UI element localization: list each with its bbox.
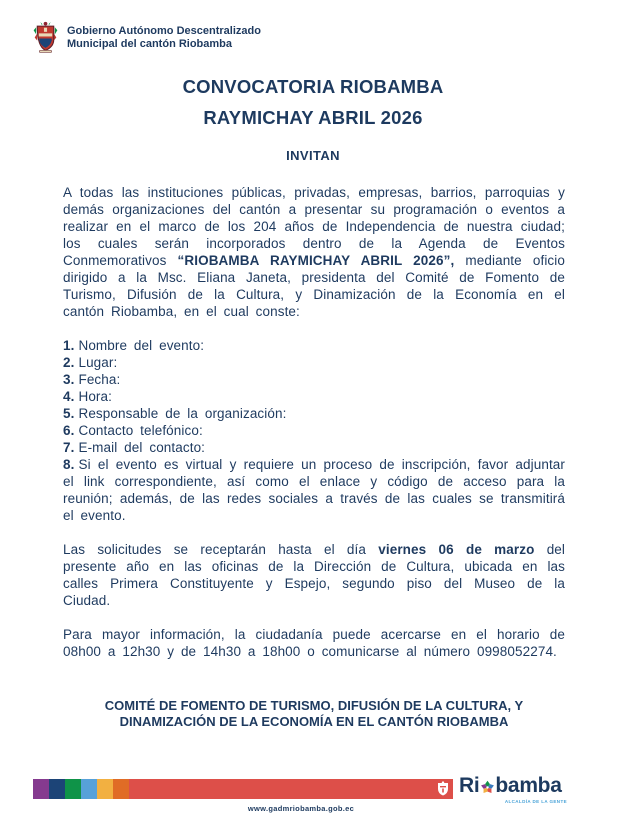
list-item-number: 5. (63, 406, 75, 421)
list-item-text: Responsable de la organización: (78, 406, 287, 421)
paragraph-intro-bold: “RIOBAMBA RAYMICHAY ABRIL 2026”, (177, 253, 455, 268)
white-crest-icon (436, 781, 450, 797)
list-item-number: 8. (63, 457, 75, 472)
riobamba-wordmark (459, 774, 599, 798)
list-item-number: 1. (63, 338, 75, 353)
paragraph-intro (63, 184, 565, 320)
title-block (0, 76, 626, 128)
list-item (63, 388, 565, 405)
committee-signature-text: COMITÉ DE FOMENTO DE TURISMO, DIFUSIÓN DE LA CULTURA, Y DINAMIZACIÓN DE LA ECONOMÍA EN EL CANTÓN RIOBAMBA (104, 698, 524, 729)
header (0, 0, 626, 54)
list-item-number: 3. (63, 372, 75, 387)
org-name-line2: Municipal del cantón Riobamba (67, 37, 233, 50)
pinwheel-o-icon (480, 780, 495, 795)
footer-square-green (65, 779, 81, 799)
list-item (63, 405, 565, 422)
list-item (63, 456, 565, 524)
paragraph-intro-pre: A todas las instituciones públicas, privadas, empresas, barrios, parroquias y demás organizaciones del cantón a presentar su programación o eventos a realizar en el marco de los 204 años de Independencia de nuestra ciudad; los cuales serán incorporados dentro de la Agenda de Eventos Conmemorativos (63, 185, 565, 268)
paragraph-intro-post: mediante oficio dirigido a la Msc. Eliana Janeta, presidenta del Comité de Fomento de Turismo, Difusión de la Cultura, y Dinamización de la Economía en el cantón Riobamba, en el cual conste: (63, 253, 565, 319)
list-item-text: Si el evento es virtual y requiere un proceso de inscripción, favor adjuntar el link correspondiente, así como el enlace y código de acceso para la reunión; además, de las redes sociales a través de las cuales se transmitirá el evento. (63, 457, 565, 523)
paragraph-deadline-bold: viernes 06 de marzo (378, 542, 535, 557)
footer-square-orange (113, 779, 129, 799)
invitan-heading: INVITAN (286, 148, 340, 163)
footer-square-lightblue (81, 779, 97, 799)
list-item (63, 371, 565, 388)
logo-tagline: ALCALDÍA DE LA GENTE (504, 799, 567, 804)
list-item-text: E-mail del contacto: (78, 440, 206, 455)
page-title-line1: CONVOCATORIA RIOBAMBA (182, 76, 444, 97)
list-item (63, 439, 565, 456)
list-item-text: Nombre del evento: (78, 338, 205, 353)
paragraph-deadline-pre: Las solicitudes se receptarán hasta el día (63, 542, 379, 557)
footer-square-blue (49, 779, 65, 799)
footer-square-yellow (97, 779, 113, 799)
list-item-text: Lugar: (78, 355, 118, 370)
list-item (63, 354, 565, 371)
list-item-number: 2. (63, 355, 75, 370)
paragraph-deadline-post: del presente año en las oficinas de la Dirección de Cultura, ubicada en las calles Primera Constituyente y Espejo, segundo piso del Museo de la Ciudad. (63, 542, 566, 608)
list-item (63, 422, 565, 439)
list-item-text: Hora: (78, 389, 112, 404)
riobamba-coat-of-arms-icon (33, 21, 58, 54)
website-url: www.gadmriobamba.gob.ec (247, 804, 355, 813)
list-item-text: Contacto telefónico: (78, 423, 203, 438)
org-name (67, 25, 261, 51)
paragraph-info: Para mayor información, la ciudadanía puede acercarse en el horario de 08h00 a 12h30 y de 14h30 a 18h00 o comunicarse al número 0998052274. (63, 627, 565, 659)
footer-square-purple (33, 779, 49, 799)
body-content (0, 184, 626, 660)
list-item (63, 337, 565, 354)
footer-color-bar (33, 779, 453, 799)
list-item-number: 6. (63, 423, 75, 438)
wordmark-ri: Ri (459, 774, 480, 797)
page-title-line2: RAYMICHAY ABRIL 2026 (203, 107, 423, 128)
committee-signature (63, 698, 565, 730)
list-item-number: 7. (63, 440, 75, 455)
org-name-line1: Gobierno Autónomo Descentralizado (67, 24, 261, 37)
list-item-number: 4. (63, 389, 75, 404)
paragraph-deadline (63, 541, 565, 609)
requirements-list (63, 337, 565, 524)
list-item-text: Fecha: (78, 372, 121, 387)
footer-red-bar (129, 779, 453, 799)
wordmark-bamba: bamba (495, 774, 562, 797)
